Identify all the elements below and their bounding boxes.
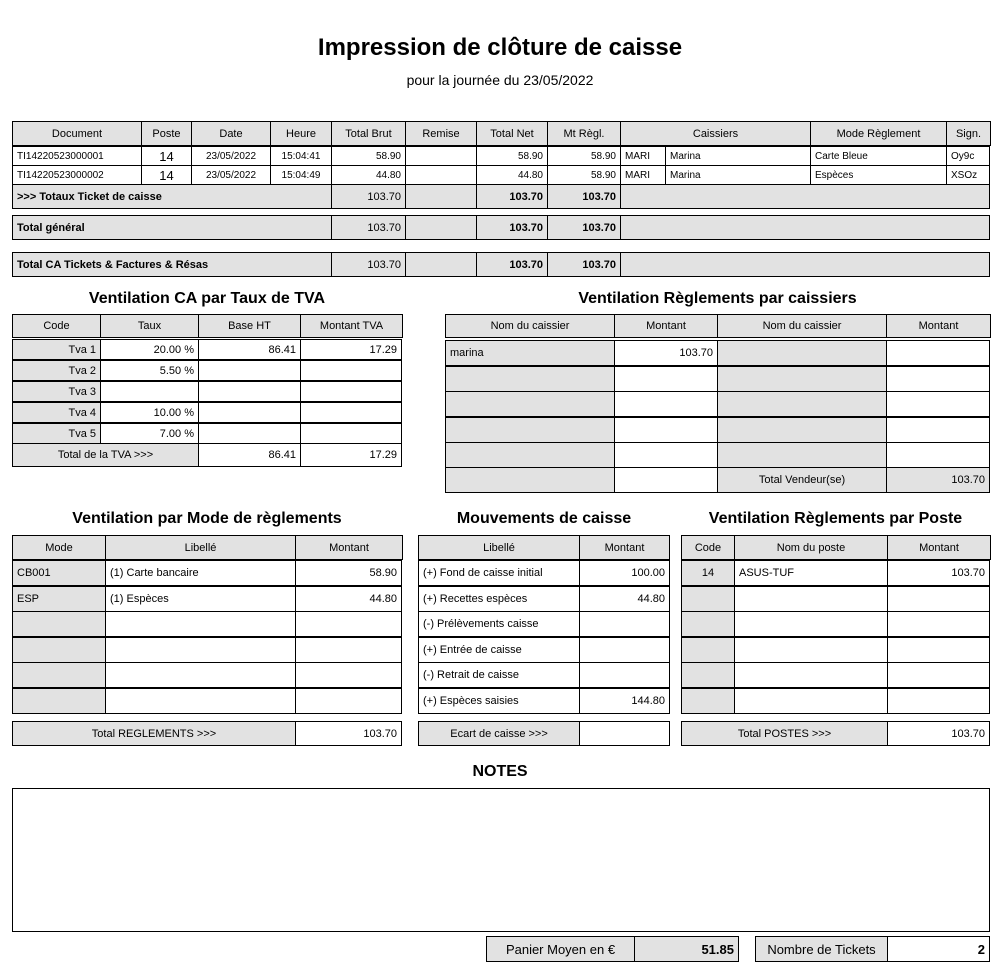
total-general-label: Total général: [12, 215, 332, 240]
total-ca-filler: [620, 252, 990, 277]
total-general-brut: 103.70: [331, 215, 406, 240]
poste-code: [681, 586, 735, 612]
mode-montant: [295, 637, 402, 663]
totaux-ticket-label: >>> Totaux Ticket de caisse: [12, 184, 332, 209]
ecart-caisse-label: Ecart de caisse >>>: [418, 721, 580, 746]
nombre-tickets-label: Nombre de Tickets: [755, 936, 888, 962]
header-heure: Heure: [270, 121, 332, 146]
postes-header-code: Code: [681, 535, 735, 560]
mode-code: ESP: [12, 586, 106, 612]
tva-code: Tva 1: [12, 339, 101, 360]
ticket-document: TI14220523000001: [12, 146, 142, 166]
header-brut: Total Brut: [331, 121, 406, 146]
poste-code: 14: [681, 560, 735, 586]
ticket-caissier-code: MARI: [620, 165, 666, 185]
notes-title: NOTES: [472, 763, 528, 780]
poste-nom: [734, 688, 888, 714]
mode-code: [12, 662, 106, 688]
tva-montant: [300, 402, 402, 423]
caissiers-total-blank: [614, 467, 718, 493]
total-general-net: 103.70: [476, 215, 548, 240]
total-ca-brut: 103.70: [331, 252, 406, 277]
ticket-date: 23/05/2022: [191, 165, 271, 185]
tva-total-label: Total de la TVA >>>: [12, 443, 199, 467]
modes-header-mode: Mode: [12, 535, 106, 560]
poste-code: [681, 637, 735, 663]
mode-libelle: [105, 662, 296, 688]
caissier-nom: [717, 340, 887, 366]
mode-code: [12, 637, 106, 663]
poste-nom: [734, 586, 888, 612]
ticket-poste: 14: [141, 146, 192, 166]
mouvement-montant: 144.80: [579, 688, 670, 714]
caissier-nom: [445, 391, 615, 417]
mouvement-libelle: (+) Fond de caisse initial: [418, 560, 580, 586]
tva-total-montant: 17.29: [300, 443, 402, 467]
tva-montant: [300, 381, 402, 402]
mouvement-montant: [579, 662, 670, 688]
caissier-nom: [445, 366, 615, 392]
total-ca-label: Total CA Tickets & Factures & Résas: [12, 252, 332, 277]
mode-code: CB001: [12, 560, 106, 586]
poste-code: [681, 688, 735, 714]
modes-total-label: Total REGLEMENTS >>>: [12, 721, 296, 746]
ticket-heure: 15:04:41: [270, 146, 332, 166]
poste-montant: [887, 688, 990, 714]
ticket-caissier-code: MARI: [620, 146, 666, 166]
nombre-tickets-value: 2: [887, 936, 990, 962]
modes-total-value: 103.70: [295, 721, 402, 746]
mode-code: [12, 611, 106, 637]
panier-moyen-value: 51.85: [634, 936, 739, 962]
poste-montant: 103.70: [887, 560, 990, 586]
poste-nom: [734, 611, 888, 637]
tva-taux: 10.00 %: [100, 402, 199, 423]
header-mode: Mode Règlement: [810, 121, 947, 146]
mouvement-libelle: (-) Prélèvements caisse: [418, 611, 580, 637]
caissier-montant: [614, 417, 718, 443]
mode-libelle: (1) Espèces: [105, 586, 296, 612]
mode-montant: [295, 611, 402, 637]
modes-title: Ventilation par Mode de règlements: [72, 510, 342, 527]
postes-total-label: Total POSTES >>>: [681, 721, 888, 746]
caissier-nom: [717, 442, 887, 468]
total-ca-remise: [405, 252, 477, 277]
tva-base-ht: [198, 423, 301, 444]
poste-montant: [887, 586, 990, 612]
poste-montant: [887, 662, 990, 688]
totaux-ticket-brut: 103.70: [331, 184, 406, 209]
poste-nom: [734, 637, 888, 663]
header-date: Date: [191, 121, 271, 146]
caissier-montant: 103.70: [614, 340, 718, 366]
header-poste: Poste: [141, 121, 192, 146]
tva-header-code: Code: [12, 314, 101, 338]
ticket-mode-reglement: Espèces: [810, 165, 947, 185]
ticket-date: 23/05/2022: [191, 146, 271, 166]
notes-box[interactable]: [12, 788, 990, 932]
mode-montant: 44.80: [295, 586, 402, 612]
tva-base-ht: [198, 402, 301, 423]
caissiers-header-nom: Nom du caissier: [717, 314, 887, 338]
caissiers-total-filler: [445, 467, 615, 493]
poste-nom: [734, 662, 888, 688]
caissiers-header-montant: Montant: [614, 314, 718, 338]
caissier-montant: [886, 391, 990, 417]
header-caissiers: Caissiers: [620, 121, 811, 146]
panier-moyen-label: Panier Moyen en €: [486, 936, 635, 962]
mouvements-header-montant: Montant: [579, 535, 670, 560]
caissier-nom: [445, 417, 615, 443]
modes-header-libelle: Libellé: [105, 535, 296, 560]
poste-code: [681, 611, 735, 637]
ticket-total-net: 44.80: [476, 165, 548, 185]
total-ca-net: 103.70: [476, 252, 548, 277]
ticket-caissier-name: Marina: [665, 165, 811, 185]
mode-code: [12, 688, 106, 714]
totaux-ticket-filler: [620, 184, 990, 209]
ticket-mt-regl: 58.90: [547, 146, 621, 166]
mouvements-header-libelle: Libellé: [418, 535, 580, 560]
mouvement-libelle: (+) Entrée de caisse: [418, 637, 580, 663]
ticket-total-brut: 44.80: [331, 165, 406, 185]
tva-code: Tva 2: [12, 360, 101, 381]
caissiers-total-label: Total Vendeur(se): [717, 467, 887, 493]
postes-header-montant: Montant: [887, 535, 991, 560]
caissier-montant: [614, 442, 718, 468]
mouvements-title: Mouvements de caisse: [456, 510, 632, 527]
tva-total-base: 86.41: [198, 443, 301, 467]
mode-libelle: [105, 637, 296, 663]
tva-montant: [300, 360, 402, 381]
caissiers-title: Ventilation Règlements par caissiers: [578, 290, 857, 307]
ticket-total-net: 58.90: [476, 146, 548, 166]
mouvement-montant: [579, 637, 670, 663]
mode-libelle: [105, 688, 296, 714]
caissier-nom: marina: [445, 340, 615, 366]
totaux-ticket-net: 103.70: [476, 184, 548, 209]
mouvement-libelle: (+) Espèces saisies: [418, 688, 580, 714]
ticket-poste: 14: [141, 165, 192, 185]
ticket-sign: Oy9c: [946, 146, 990, 166]
header-remise: Remise: [405, 121, 477, 146]
caissier-montant: [886, 340, 990, 366]
page-subtitle: pour la journée du 23/05/2022: [406, 72, 594, 88]
header-net: Total Net: [476, 121, 548, 146]
caissier-nom: [717, 366, 887, 392]
caissier-montant: [886, 366, 990, 392]
caissier-montant: [886, 417, 990, 443]
header-regl: Mt Règl.: [547, 121, 621, 146]
mouvement-libelle: (-) Retrait de caisse: [418, 662, 580, 688]
mode-montant: 58.90: [295, 560, 402, 586]
totaux-ticket-remise: [405, 184, 477, 209]
ticket-total-brut: 58.90: [331, 146, 406, 166]
caissier-nom: [717, 417, 887, 443]
ticket-heure: 15:04:49: [270, 165, 332, 185]
mouvement-montant: [579, 611, 670, 637]
tva-base-ht: 86.41: [198, 339, 301, 360]
postes-title: Ventilation Règlements par Poste: [708, 510, 963, 527]
tva-base-ht: [198, 381, 301, 402]
caissiers-header-montant: Montant: [886, 314, 991, 338]
tva-code: Tva 4: [12, 402, 101, 423]
tva-code: Tva 5: [12, 423, 101, 444]
total-general-remise: [405, 215, 477, 240]
ticket-caissier-name: Marina: [665, 146, 811, 166]
ecart-caisse-value: [579, 721, 670, 746]
caissier-montant: [614, 391, 718, 417]
header-document: Document: [12, 121, 142, 146]
tva-montant: [300, 423, 402, 444]
tva-header-montant-tva: Montant TVA: [300, 314, 403, 338]
caissier-nom: [717, 391, 887, 417]
modes-header-montant: Montant: [295, 535, 403, 560]
tva-code: Tva 3: [12, 381, 101, 402]
tva-taux: 20.00 %: [100, 339, 199, 360]
tva-taux: [100, 381, 199, 402]
mode-libelle: (1) Carte bancaire: [105, 560, 296, 586]
caissiers-total-value: 103.70: [886, 467, 990, 493]
poste-montant: [887, 637, 990, 663]
tva-taux: 7.00 %: [100, 423, 199, 444]
page-title: Impression de clôture de caisse: [317, 34, 683, 61]
tva-header-base-ht: Base HT: [198, 314, 301, 338]
postes-header-nom: Nom du poste: [734, 535, 888, 560]
ticket-remise: [405, 165, 477, 185]
ticket-document: TI14220523000002: [12, 165, 142, 185]
postes-total-value: 103.70: [887, 721, 990, 746]
poste-montant: [887, 611, 990, 637]
totaux-ticket-regl: 103.70: [547, 184, 621, 209]
ticket-mt-regl: 58.90: [547, 165, 621, 185]
total-general-regl: 103.70: [547, 215, 621, 240]
mouvement-montant: 44.80: [579, 586, 670, 612]
ticket-sign: XSOz: [946, 165, 990, 185]
poste-nom: ASUS-TUF: [734, 560, 888, 586]
mouvement-montant: 100.00: [579, 560, 670, 586]
total-general-filler: [620, 215, 990, 240]
header-sign: Sign.: [946, 121, 991, 146]
mode-montant: [295, 688, 402, 714]
poste-code: [681, 662, 735, 688]
mode-montant: [295, 662, 402, 688]
total-ca-regl: 103.70: [547, 252, 621, 277]
ticket-mode-reglement: Carte Bleue: [810, 146, 947, 166]
tva-header-taux: Taux: [100, 314, 199, 338]
tva-title: Ventilation CA par Taux de TVA: [88, 290, 326, 307]
caissier-montant: [614, 366, 718, 392]
caissiers-header-nom: Nom du caissier: [445, 314, 615, 338]
mouvement-libelle: (+) Recettes espèces: [418, 586, 580, 612]
caissier-nom: [445, 442, 615, 468]
ticket-remise: [405, 146, 477, 166]
tva-base-ht: [198, 360, 301, 381]
tva-montant: 17.29: [300, 339, 402, 360]
tva-taux: 5.50 %: [100, 360, 199, 381]
mode-libelle: [105, 611, 296, 637]
caissier-montant: [886, 442, 990, 468]
